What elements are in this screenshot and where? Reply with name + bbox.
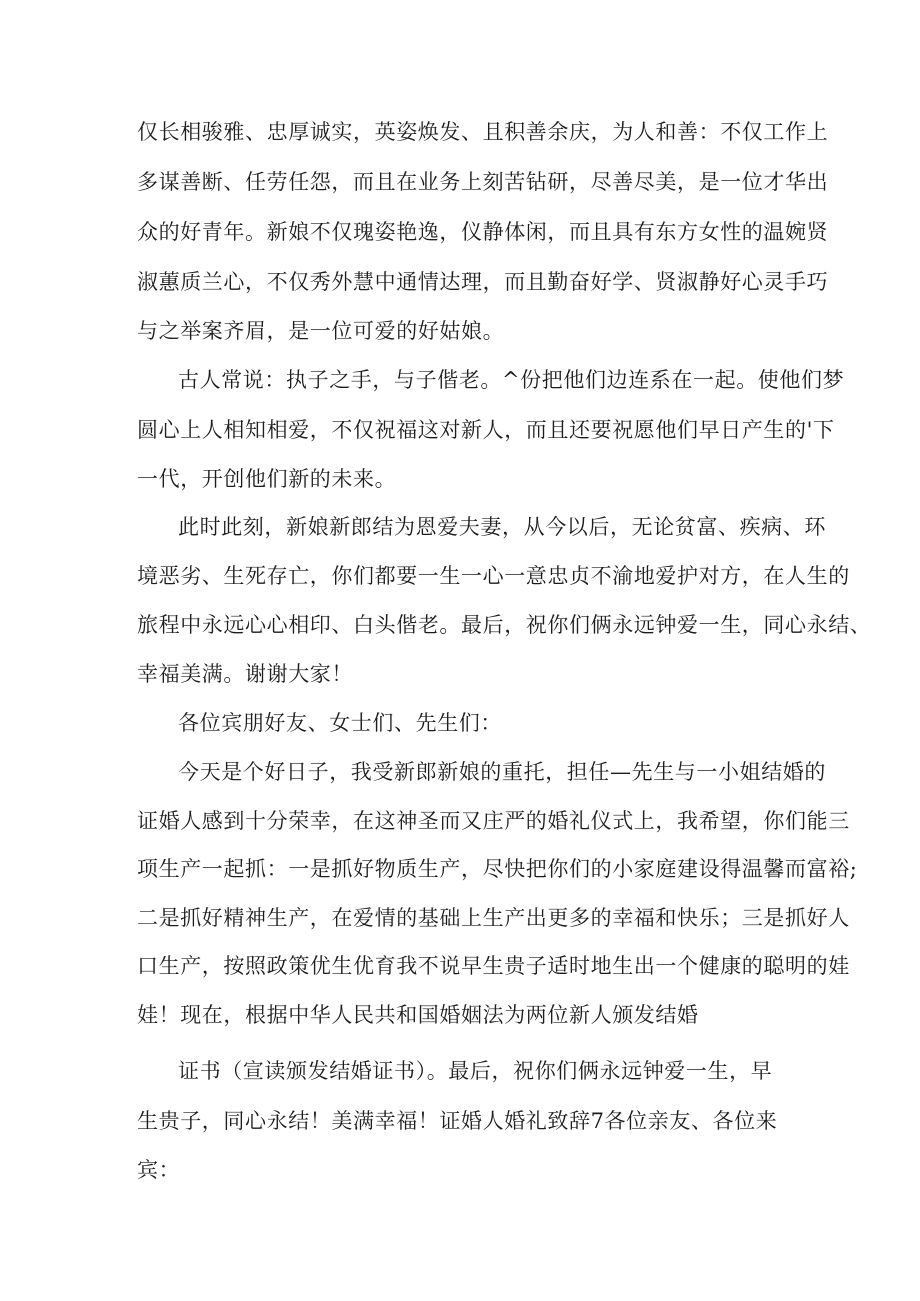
text-line: 口生产，按照政策优生优育我不说早生贵子适时地生出一个健康的聪明的娃 bbox=[137, 954, 850, 978]
text-line: 多谋善断、任劳任怨，而且在业务上刻苦钻研，尽善尽美，是一位才华出 bbox=[137, 170, 829, 194]
text-line: 圆心上人相知相爱，不仅祝福这对新人，而且还要祝愿他们早日产生的'下 bbox=[137, 418, 835, 442]
text-line: 各位宾朋好友、女士们、先生们： bbox=[178, 711, 502, 735]
text-line: 宾： bbox=[137, 1158, 181, 1182]
text-line: 生贵子，同心永结！美满幸福！证婚人婚礼致辞7各位亲友、各位来 bbox=[137, 1109, 778, 1133]
text-line: 二是抓好精神生产，在爱情的基础上生产出更多的幸福和快乐；三是抓好人 bbox=[137, 906, 850, 930]
text-line: 娃！现在，根据中华人民共和国婚姻法为两位新人颁发结婚 bbox=[137, 1003, 699, 1027]
text-line: 仅长相骏雅、忠厚诚实，英姿焕发、且积善余庆，为人和善：不仅工作上 bbox=[137, 120, 829, 144]
text-line: 古人常说：执子之手，与子偕老。^份把他们边连系在一起。使他们梦 bbox=[178, 368, 845, 392]
text-line: 淑蕙质兰心，不仅秀外慧中通情达理，而且勤奋好学、贤淑静好心灵手巧 bbox=[137, 270, 829, 294]
text-line: 此时此刻，新娘新郎结为恩爱夫妻，从今以后，无论贫富、疾病、环 bbox=[178, 515, 826, 539]
text-line: 旅程中永远心心相印、白头偕老。最后，祝你们俩永远钟爱一生，同心永结、 bbox=[137, 613, 872, 637]
text-line: 众的好青年。新娘不仅瑰姿艳逸，仪静体闲，而且具有东方女性的温婉贤 bbox=[137, 220, 829, 244]
text-line: 证书（宣读颁发结婚证书）。最后，祝你们俩永远钟爱一生，早 bbox=[178, 1059, 773, 1083]
text-line: 幸福美满。谢谢大家！ bbox=[137, 662, 353, 686]
text-line: 境恶劣、生死存亡，你们都要一生一心一意忠贞不渝地爱护对方，在人生的 bbox=[137, 564, 850, 588]
text-line: 一代，开创他们新的未来。 bbox=[137, 467, 397, 491]
text-line: 今天是个好日子，我受新郎新娘的重托，担任—先生与一小姐结婚的 bbox=[178, 760, 826, 784]
text-line: 与之举案齐眉，是一位可爱的好姑娘。 bbox=[137, 319, 505, 343]
text-line: 项生产一起抓：一是抓好物质生产，尽快把你们的小家庭建设得温馨而富裕; bbox=[137, 857, 858, 881]
text-line: 证婚人感到十分荣幸，在这神圣而又庄严的婚礼仪式上，我希望，你们能三 bbox=[137, 809, 850, 833]
